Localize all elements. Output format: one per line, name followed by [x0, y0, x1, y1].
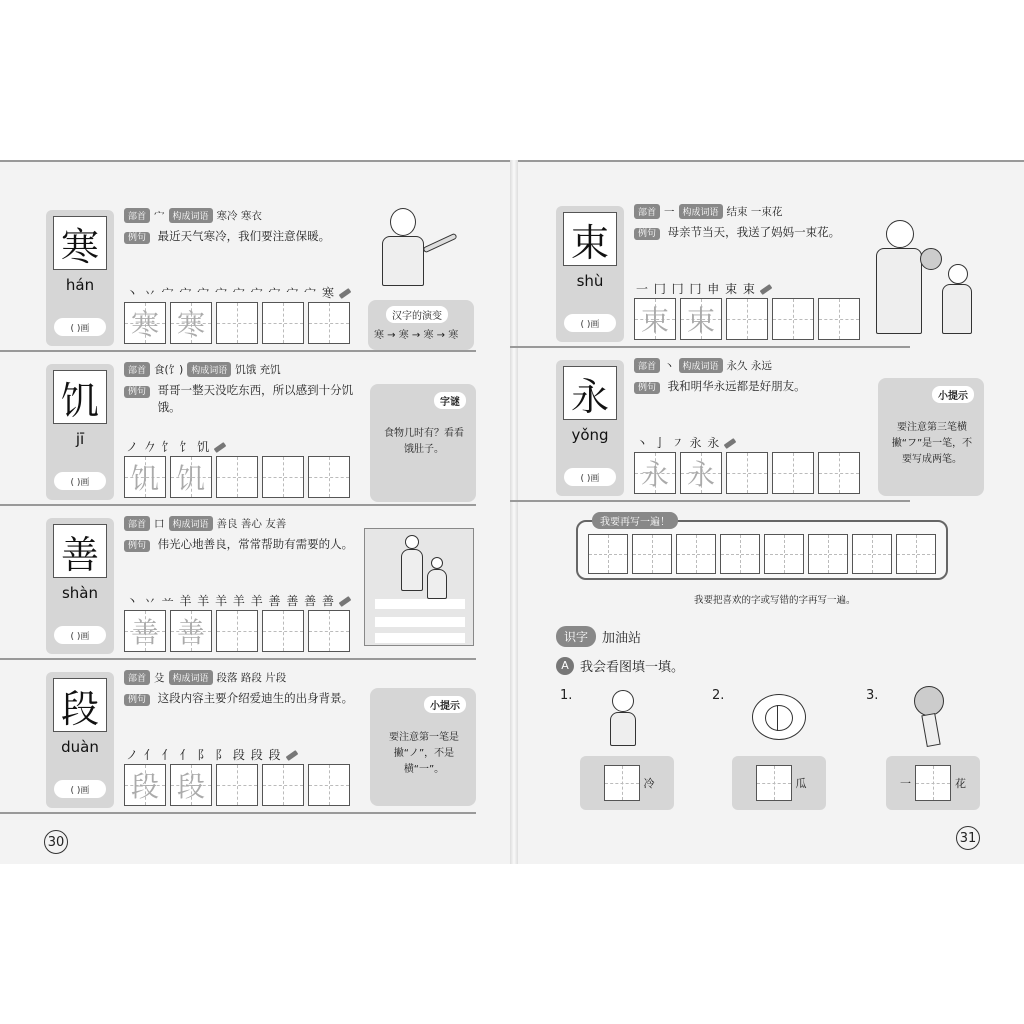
radical-tag: 部首	[634, 204, 660, 219]
pinyin: hán	[65, 276, 95, 294]
answer-cell-1[interactable]	[604, 765, 640, 801]
pinyin: yǒng	[571, 426, 609, 444]
example-sentence-row	[124, 536, 368, 555]
rewrite-practice-band	[576, 517, 948, 580]
stroke-order-text: 丶 丷 宀 宀 宀 宀 宀 宀 宀 宀 宀 寒	[126, 286, 335, 300]
practice-cell[interactable]	[308, 764, 350, 806]
practice-char: 段	[130, 770, 159, 803]
practice-cell[interactable]	[680, 298, 722, 340]
stroke-count-field[interactable]: ( )画	[54, 780, 106, 798]
character-card	[556, 206, 624, 342]
radical-row	[124, 362, 281, 377]
practice-char: 饥	[130, 462, 159, 495]
answer-suffix-2: 瓜	[795, 777, 807, 790]
practice-char: 饥	[176, 462, 205, 495]
practice-cell[interactable]	[124, 610, 166, 652]
tip-title-right: 小提示	[932, 386, 974, 403]
practice-cell[interactable]	[262, 302, 304, 344]
book-spine	[510, 160, 518, 864]
radical-value: 口	[154, 518, 165, 530]
tip-text-left: 要注意第一笔是撇“ノ”，不是横“一”。	[389, 732, 459, 775]
example-sentence: 哥哥一整天没吃东西，所以感到十分饥饿。	[157, 383, 354, 414]
pinyin: duàn	[61, 738, 99, 756]
example-sentence: 伟光心地善良，常常帮助有需要的人。	[157, 537, 354, 551]
practice-grid	[634, 452, 860, 494]
practice-cell[interactable]	[772, 452, 814, 494]
answer-prefix-3: 一	[900, 777, 911, 790]
stroke-order-text: 一 冂 冂 冂 申 束 束	[636, 282, 756, 296]
pencil-icon	[339, 596, 352, 607]
words-value: 结束 一束花	[726, 206, 783, 218]
sentence-tag: 例句	[634, 382, 660, 394]
words-value: 段落 路段 片段	[216, 672, 287, 684]
practice-cell[interactable]	[216, 610, 258, 652]
tip-title-left: 小提示	[424, 696, 466, 713]
practice-cell[interactable]	[634, 298, 676, 340]
practice-char: 善	[176, 616, 205, 649]
crossing-street-illustration	[364, 528, 474, 646]
pencil-icon	[724, 438, 737, 449]
practice-cell[interactable]	[772, 298, 814, 340]
tip-text-right: 要注意第三笔横撇“フ”是一笔，不要写成两笔。	[891, 422, 973, 465]
entry-divider	[510, 346, 910, 348]
riddle-title: 字谜	[434, 392, 466, 409]
practice-cell[interactable]	[818, 298, 860, 340]
rewrite-cell[interactable]	[720, 534, 760, 574]
main-character: 饥	[53, 370, 107, 424]
entry-divider	[0, 812, 476, 814]
pinyin: jī	[75, 430, 85, 448]
sentence-tag: 例句	[124, 694, 150, 706]
practice-cell[interactable]	[124, 456, 166, 498]
main-character: 善	[53, 524, 107, 578]
radical-tag: 部首	[124, 208, 150, 223]
radical-tag: 部首	[124, 362, 150, 377]
stroke-count-field[interactable]: ( )画	[54, 626, 106, 644]
practice-cell[interactable]	[308, 610, 350, 652]
practice-cell[interactable]	[726, 298, 768, 340]
example-sentence-row	[124, 382, 368, 416]
rewrite-cell[interactable]	[676, 534, 716, 574]
example-sentence-row	[124, 690, 368, 709]
tip-card-left	[370, 688, 476, 806]
practice-char: 段	[176, 770, 205, 803]
pencil-icon	[760, 284, 773, 295]
stroke-count-field[interactable]: ( )画	[564, 468, 616, 486]
practice-cell[interactable]	[216, 764, 258, 806]
practice-char: 束	[686, 304, 715, 337]
rewrite-note: 我要把喜欢的字或写错的字再写一遍。	[694, 595, 856, 606]
sentence-tag: 例句	[634, 228, 660, 240]
rewrite-grid	[588, 534, 936, 574]
practice-cell[interactable]	[124, 302, 166, 344]
example-sentence: 我和明华永远都是好朋友。	[667, 379, 806, 393]
subsection-letter: A	[556, 657, 574, 675]
practice-cell[interactable]	[308, 456, 350, 498]
entry-divider	[0, 658, 476, 660]
rewrite-tag: 我要再写一遍！	[592, 512, 678, 529]
rewrite-cell[interactable]	[588, 534, 628, 574]
answer-card-1	[580, 756, 674, 810]
stroke-order	[126, 284, 351, 301]
practice-cell[interactable]	[262, 610, 304, 652]
stroke-order	[126, 746, 298, 763]
radical-tag: 部首	[124, 670, 150, 685]
entry-divider	[0, 504, 476, 506]
answer-card-3	[886, 756, 980, 810]
subsection-header	[556, 656, 684, 675]
words-tag: 构成词语	[187, 362, 231, 377]
character-card	[556, 360, 624, 496]
stroke-order-text: ノ 𠂊 饣 饣 饥	[126, 440, 211, 454]
stroke-order	[636, 434, 736, 451]
pencil-icon	[285, 750, 298, 761]
pinyin: shàn	[61, 584, 99, 602]
flower-bouquet-picture	[910, 686, 950, 748]
practice-grid	[124, 610, 350, 652]
words-value: 永久 永远	[726, 360, 772, 372]
radical-value: 殳	[154, 672, 165, 684]
radical-value: 一	[664, 206, 675, 218]
section-header	[556, 626, 641, 647]
stroke-order	[636, 280, 772, 297]
practice-cell[interactable]	[262, 456, 304, 498]
practice-char: 寒	[130, 308, 159, 341]
practice-cell[interactable]	[170, 302, 212, 344]
practice-cell[interactable]	[818, 452, 860, 494]
practice-grid	[124, 456, 350, 498]
tip-card-right	[878, 378, 984, 496]
rewrite-cell[interactable]	[764, 534, 804, 574]
words-value: 饥饿 充饥	[235, 364, 281, 376]
practice-cell[interactable]	[262, 764, 304, 806]
practice-cell[interactable]	[726, 452, 768, 494]
entry-divider	[510, 500, 910, 502]
left-page-number: 30	[44, 830, 68, 854]
entry-divider	[0, 350, 476, 352]
character-evolution-card	[368, 300, 474, 350]
cold-boy-picture	[608, 690, 638, 748]
rewrite-cell[interactable]	[632, 534, 672, 574]
words-tag: 构成词语	[169, 516, 213, 531]
radical-row	[124, 208, 262, 223]
words-value: 寒冷 寒衣	[216, 210, 262, 222]
answer-card-2	[732, 756, 826, 810]
words-value: 善良 善心 友善	[216, 518, 287, 530]
boy-waving-illustration	[372, 206, 462, 298]
radical-tag: 部首	[634, 358, 660, 373]
stroke-order	[126, 438, 226, 455]
exercise-number-2: 2.	[712, 688, 725, 703]
practice-cell[interactable]	[308, 302, 350, 344]
answer-suffix-3: 花	[955, 777, 966, 790]
section-title: 加油站	[602, 631, 642, 646]
practice-cell[interactable]	[124, 764, 166, 806]
answer-suffix-1: 冷	[643, 777, 655, 790]
pencil-icon	[339, 288, 352, 299]
exercise-number-1: 1.	[560, 688, 573, 703]
stroke-order-text: 丶 丷 䒑 羊 羊 羊 羊 羊 善 善 善 善	[126, 594, 335, 608]
riddle-text: 食物几时有？看看饿肚子。	[384, 428, 464, 455]
pinyin: shù	[576, 272, 604, 290]
stroke-count-field[interactable]: ( )画	[54, 472, 106, 490]
radical-value: 食(饣)	[154, 364, 184, 376]
stroke-order-text: ノ 亻 亻 亻 阝 阝 段 段 段	[126, 748, 282, 762]
exercise-number-3: 3.	[866, 688, 879, 703]
radical-row	[634, 204, 782, 219]
radical-row	[124, 670, 286, 685]
practice-cell[interactable]	[170, 456, 212, 498]
words-tag: 构成词语	[679, 204, 723, 219]
right-page-number: 31	[956, 826, 980, 850]
stroke-order	[126, 592, 351, 609]
practice-char: 束	[640, 304, 669, 337]
rewrite-cell[interactable]	[808, 534, 848, 574]
sentence-tag: 例句	[124, 540, 150, 552]
practice-cell[interactable]	[216, 302, 258, 344]
words-tag: 构成词语	[679, 358, 723, 373]
practice-grid	[634, 298, 860, 340]
main-character: 寒	[53, 216, 107, 270]
practice-cell[interactable]	[170, 610, 212, 652]
character-card	[46, 518, 114, 654]
example-sentence-row	[634, 378, 878, 397]
example-sentence: 最近天气寒冷，我们要注意保暖。	[157, 229, 331, 243]
practice-cell[interactable]	[170, 764, 212, 806]
main-character: 束	[563, 212, 617, 266]
practice-char: 善	[130, 616, 159, 649]
stroke-count-field[interactable]: ( )画	[54, 318, 106, 336]
section-pill: 识字	[556, 626, 596, 647]
practice-grid	[124, 764, 350, 806]
practice-char: 永	[686, 458, 715, 491]
radical-row	[634, 358, 772, 373]
practice-cell[interactable]	[634, 452, 676, 494]
evolution-title: 汉字的演变	[386, 306, 448, 323]
example-sentence-row	[634, 224, 878, 243]
pencil-icon	[214, 442, 227, 453]
character-card	[46, 672, 114, 808]
main-character: 永	[563, 366, 617, 420]
rewrite-cell[interactable]	[852, 534, 892, 574]
sentence-tag: 例句	[124, 386, 150, 398]
words-tag: 构成词语	[169, 670, 213, 685]
radical-row	[124, 516, 286, 531]
answer-cell-3[interactable]	[915, 765, 951, 801]
mother-child-flowers-illustration	[868, 216, 978, 338]
radical-tag: 部首	[124, 516, 150, 531]
practice-char: 寒	[176, 308, 205, 341]
example-sentence-row	[124, 228, 368, 247]
character-card	[46, 210, 114, 346]
character-card	[46, 364, 114, 500]
pumpkin-picture	[752, 694, 806, 740]
main-character: 段	[53, 678, 107, 732]
sentence-tag: 例句	[124, 232, 150, 244]
evolution-chain: 寒 → 寒 → 寒 → 寒	[374, 330, 459, 341]
practice-cell[interactable]	[680, 452, 722, 494]
words-tag: 构成词语	[169, 208, 213, 223]
rewrite-cell[interactable]	[896, 534, 936, 574]
answer-cell-2[interactable]	[756, 765, 792, 801]
riddle-card	[370, 384, 476, 502]
example-sentence: 母亲节当天，我送了妈妈一束花。	[667, 225, 841, 239]
practice-cell[interactable]	[216, 456, 258, 498]
example-sentence: 这段内容主要介绍爱迪生的出身背景。	[157, 691, 354, 705]
stroke-order-text: 丶 亅 ㇇ 永 永	[636, 436, 721, 450]
subsection-title: 我会看图填一填。	[580, 660, 685, 675]
practice-grid	[124, 302, 350, 344]
radical-value: 宀	[154, 210, 165, 222]
radical-value: 丶	[664, 360, 675, 372]
stroke-count-field[interactable]: ( )画	[564, 314, 616, 332]
practice-char: 永	[640, 458, 669, 491]
